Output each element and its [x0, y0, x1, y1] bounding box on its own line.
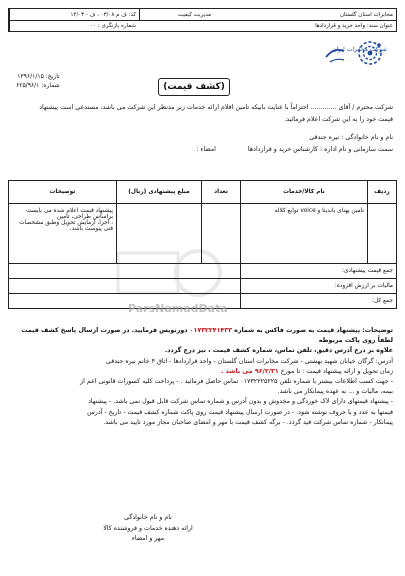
signature-line-3: مهر و امضاء [131, 535, 165, 542]
items-table [8, 180, 397, 309]
signature-block [88, 513, 208, 545]
intro-line-1: شرکت محترم / آقای ............. احتراماً با عنایت بابیکه تامین اقلام ارائه خدمات زیر مدنظر این شرکت می باشد، مستدعی است پیشنهاد [39, 104, 393, 111]
header-doc-title: عنوان سند: واحد خرید و قراردادها [315, 22, 393, 29]
vat-label: مالیات بر ارزش افزوده: [241, 279, 397, 294]
company-logo-icon [320, 35, 395, 75]
vat-value[interactable] [9, 279, 241, 294]
notes-section [12, 326, 393, 428]
note-line: - جهت کسب اطلاعات بیشتر با شماره تلفن ۰۱۷۳۲۲۲۵۲۲۵ تماس حاصل فرمائید . - پرداخت کلیه کسورات قانونی اعم از [80, 378, 393, 386]
number-value: ۶۲۵/۹۶/۱ [16, 82, 40, 89]
col-count: تعداد [202, 181, 241, 204]
date-row [16, 72, 60, 81]
document-header [8, 8, 397, 32]
col-name: نام کالا/خدمات [241, 181, 368, 204]
desc-line-2: ، اجرا، آزمایش تحویل وطبق مشخصات فنی پیوست باشد. [19, 220, 113, 232]
header-department: مدیریت کیفیت [139, 9, 249, 20]
page-title: (کشف قیمت) [158, 78, 230, 96]
note-line: پیمانکار - شماره تماس شرکت قید گردد. - برگه کشف قیمت با مهر و امضای صاحبان مجاز مورد تایید می باشد. [103, 418, 393, 426]
note-fax-text: توضیحات: پیشنهاد قیمت به صورت فاکس به شماره [231, 327, 393, 334]
col-row: ردیف [368, 181, 397, 204]
table-row [9, 204, 397, 264]
sum-total-row [9, 264, 397, 279]
header-ministry: مخابرات استان گلستان [339, 11, 393, 18]
note-line: علاوه بر درج آدرس دقیق، تلفن تماس، شماره کشف قیمت ، نیز درج گردد. [164, 347, 393, 355]
cell-count[interactable] [202, 204, 241, 264]
date-value: ۱۳۹۶/۱/۱۵ [17, 73, 44, 80]
table-header-row [9, 181, 397, 204]
fax-number: ۰۱۷۳۲۲۴۱۴۳۳ [189, 327, 232, 334]
header-revision: شماره بازنگری : ۰۰ [9, 20, 139, 31]
sum-total-label: جمع قیمت پیشنهادی: [241, 264, 397, 279]
note-fax-text-2: دورنویس فرمایید. در صورت ارسال پاسخ کشف قیمت لطفاً روی پاکت مربوطه [21, 327, 393, 345]
sign-label: امضاء : [196, 146, 216, 153]
signature-line-2: ارائه دهنده خدمات و فروشنده کالا [103, 524, 193, 532]
cell-price[interactable] [117, 204, 202, 264]
grand-total-label: جمع کل: [241, 294, 397, 309]
cell-name: تامین پهنای باندیتا و voice توابع کلاله [241, 204, 368, 264]
deadline-suffix: می باشد . [221, 367, 255, 375]
note-deadline [12, 367, 393, 377]
requester-unit-text: سمت سازمانی و نام اداره : کارشناس خرید و قراردادها [247, 146, 393, 153]
document-meta [16, 72, 60, 90]
number-label: شماره: [41, 82, 60, 89]
cell-desc [9, 204, 117, 264]
date-label: تاریخ: [45, 73, 60, 80]
number-row [16, 81, 60, 90]
cell-row [368, 204, 397, 264]
watermark-text: ParsNamadData [128, 302, 228, 315]
sum-total-value[interactable] [9, 264, 241, 279]
note-address: آدرس: گرگان خیابان شهید بهشتی - شرکت مخابرات استان گلستان - واحد قراردادها - اتاق ۴ خانم نیره جندقی [106, 357, 393, 365]
col-price: مبلغ پیشنهادی (ریال) [117, 181, 202, 204]
signature-line-1: نام و نام خانوادگی [124, 514, 172, 521]
deadline-label: زمان تحویل و ارائه پیشنهاد قیمت : تا مورخ [278, 367, 393, 375]
note-line: بیمه، مالیات و ... به عهده پیمانکار می باشد. [277, 388, 393, 396]
note-line: قیمتها به عدد و با حروف نوشته شود. - در صورت ارسال پیشنهاد قیمت روی پاکت شماره کشف قیمت - تاریخ - آدرس [87, 408, 393, 416]
intro-line-2: قیمت خود را به این شرکت اعلام فرمائید. [284, 116, 393, 123]
requester-name: نام و نام خانوادگی : نیره جندقی [309, 134, 393, 141]
desc-line-1: پیشنهاد قیمت اعلام شده می بایست براساس طراحی، تامین [26, 208, 113, 220]
company-logo-text: شرکت مخابرات ایران [332, 46, 387, 53]
vat-row [9, 279, 397, 294]
note-line [12, 326, 393, 346]
header-code: کد: ف م ۰۳/۰۸ ، ف - ۱۴/۰۳ [9, 9, 139, 20]
requester-unit [196, 145, 393, 154]
note-line: - پیشنهاد قیمتهای دارای لاک خوردگی و مخدوش و بدون آدرس و شماره تماس شرکت قابل قبول نمی باشد. - پیشنهاد [88, 398, 393, 406]
deadline-date: ۹۶/۲/۳۱ [254, 367, 279, 375]
document-page [8, 8, 397, 568]
col-desc: توضیحات [9, 181, 117, 204]
